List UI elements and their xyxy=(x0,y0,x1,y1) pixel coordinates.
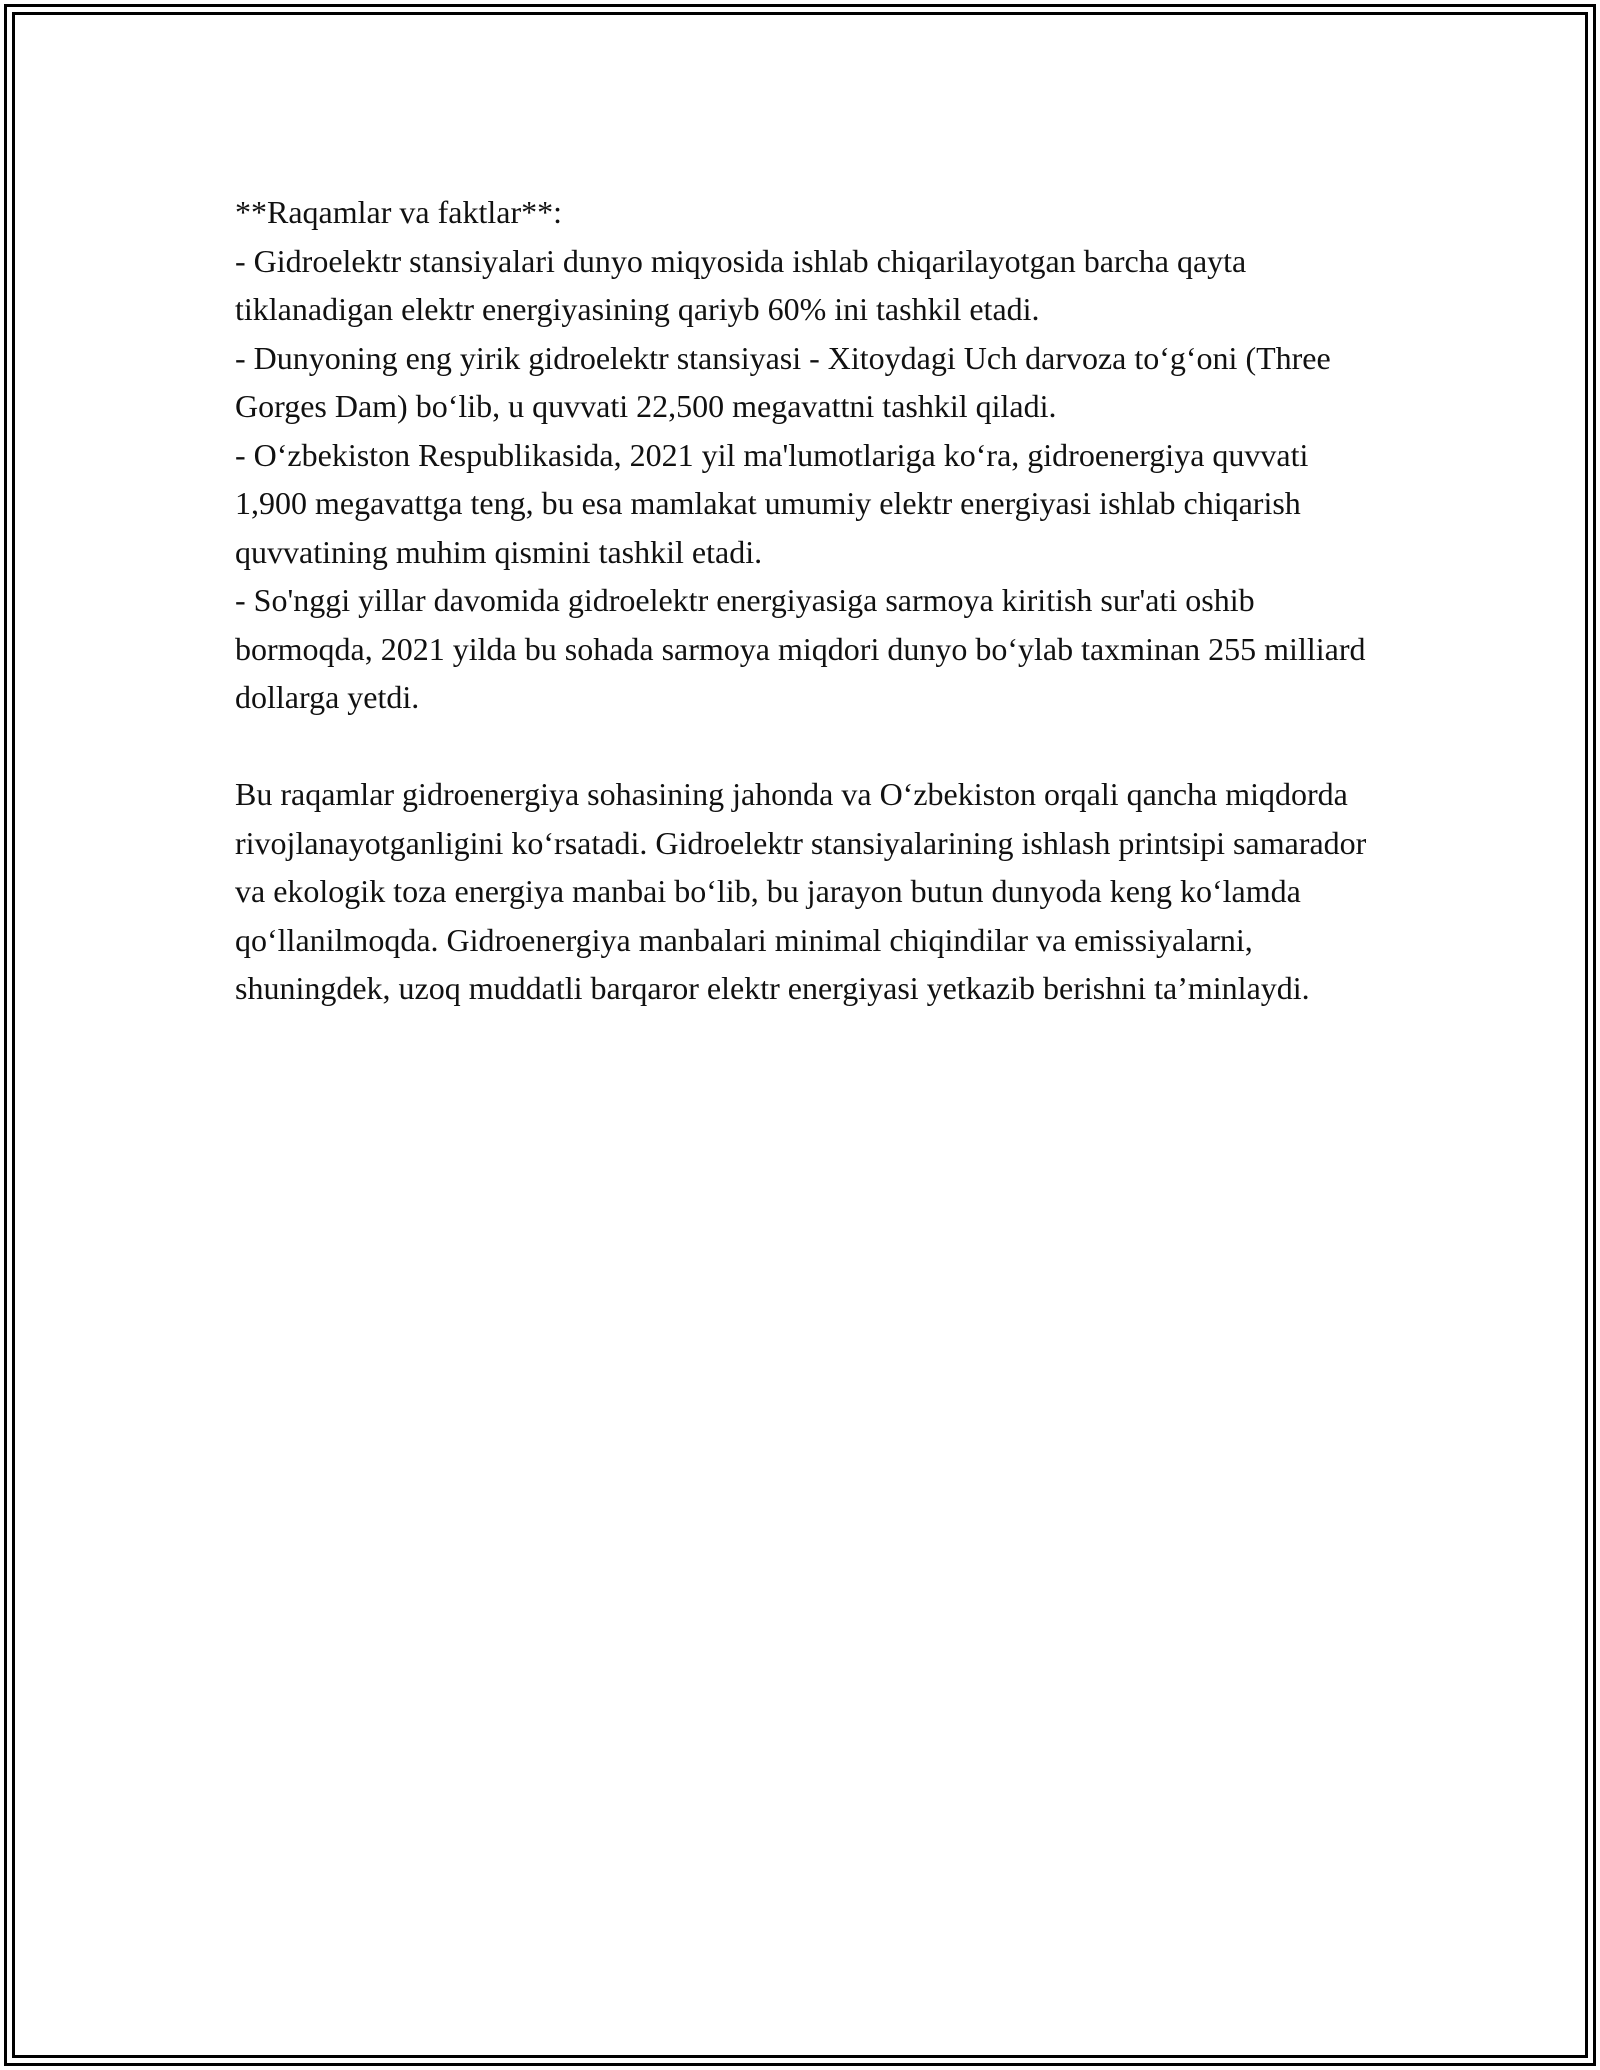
fact-item: - Gidroelektr stansiyalari dunyo miqyosida ishlab chiqarilayotgan barcha qayta tiklanadigan elektr energiyasining qariyb 60% ini tashkil etadi. xyxy=(235,242,1247,327)
fact-item: - Dunyoning eng yirik gidroelektr stansiyasi - Xitoydagi Uch darvoza to‘g‘oni (Three Gorges Dam) bo‘lib, u quvvati 22,500 megavattni tashkil qiladi. xyxy=(235,339,1331,424)
document-body xyxy=(235,188,1375,1013)
fact-item: - So'nggi yillar davomida gidroelektr energiyasiga sarmoya kiritish sur'ati oshib bormoqda, 2021 yilda bu sohada sarmoya miqdori dunyo bo‘ylab taxminan 255 milliard dollarga yetdi. xyxy=(235,582,1366,715)
facts-heading: **Raqamlar va faktlar**: xyxy=(235,194,562,230)
fact-item: - O‘zbekiston Respublikasida, 2021 yil ma'lumotlariga ko‘ra, gidroenergiya quvvati 1,900 megavattga teng, bu esa mamlakat umumiy elektr energiyasi ishlab chiqarish quvvatining muhim qismini tashkil etadi. xyxy=(235,436,1309,570)
paragraph-gap xyxy=(235,722,1375,771)
conclusion-paragraph: Bu raqamlar gidroenergiya sohasining jahonda va O‘zbekiston orqali qancha miqdorda rivojlanayotganligini ko‘rsatadi. Gidroelektr stansiyalarining ishlash printsipi samarador va ekologik toza energiya manbai bo‘lib, bu jarayon butun dunyoda keng ko‘lamda qo‘llanilmoqda. Gidroenergiya manbalari minimal chiqindilar va emissiyalarni, shuningdek, uzoq muddatli barqaror elektr energiyasi yetkazib berishni ta’minlaydi. xyxy=(235,776,1367,1006)
